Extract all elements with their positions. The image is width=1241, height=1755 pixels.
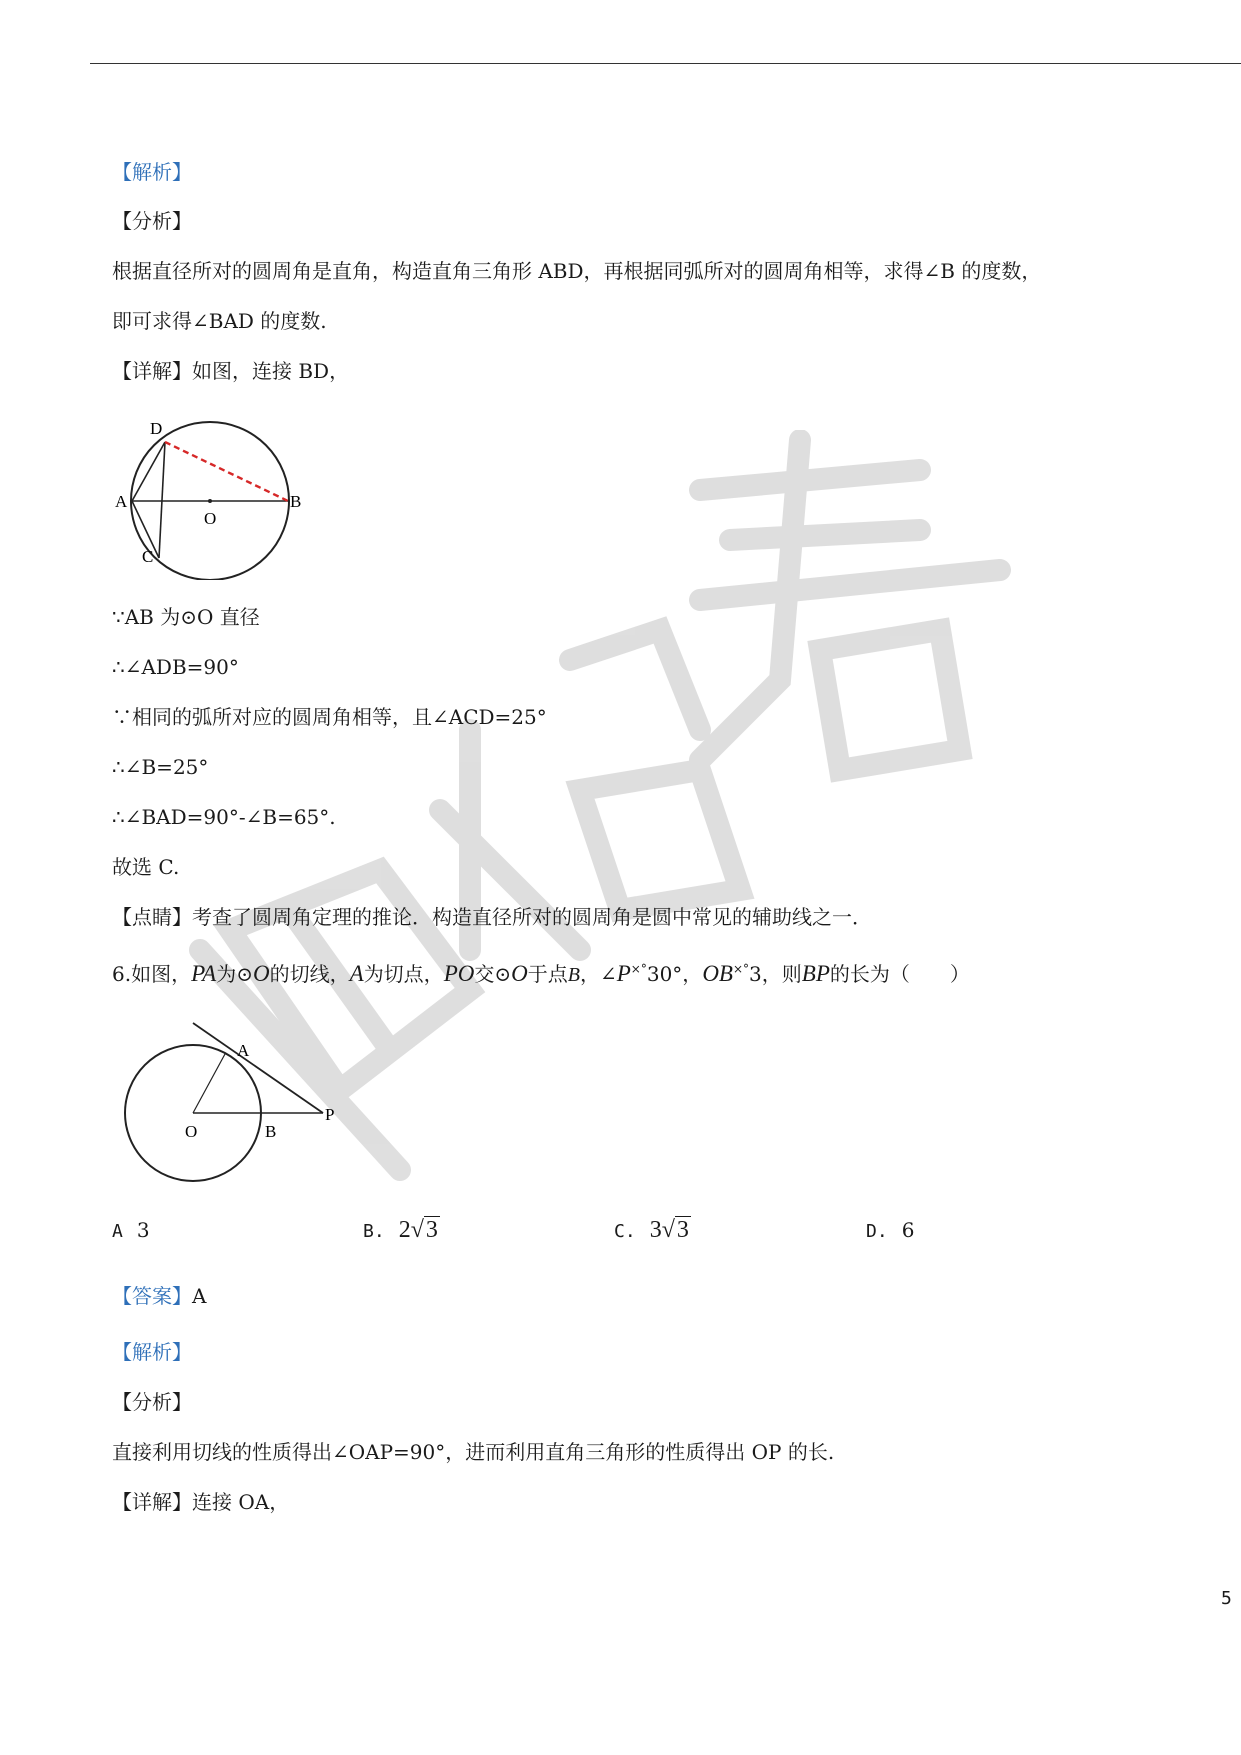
label-o: O [204, 509, 217, 528]
section-jiexi-2: 【解析】 [112, 1340, 192, 1364]
option-d: D. 6 [866, 1218, 915, 1242]
label-p: P [325, 1105, 335, 1124]
dianjing-line: 【点睛】考查了圆周角定理的推论．构造直径所对的圆周角是圆中常见的辅助线之一． [112, 905, 872, 929]
option-b: B. 2√3 [363, 1217, 438, 1243]
label-a: A [115, 492, 128, 511]
figure-tangent-circle [115, 1020, 355, 1205]
page-number: 5 [1221, 1588, 1232, 1609]
section-fenxi-1: 【分析】 [112, 209, 192, 233]
proof-line-2: ∴∠ADB=90° [112, 655, 239, 679]
label-b: B [290, 492, 302, 511]
detail-intro-2: 【详解】连接 OA， [112, 1490, 290, 1514]
proof-line-3: ∵相同的弧所对应的圆周角相等，且∠ACD=25° [112, 705, 547, 729]
analysis-text-2: 即可求得∠BAD 的度数. [112, 309, 327, 333]
label-o: O [185, 1122, 198, 1141]
option-a: A 3 [112, 1218, 150, 1242]
label-c: C [142, 547, 154, 566]
header-rule [90, 63, 1241, 64]
option-c: C. 3√3 [614, 1217, 689, 1243]
section-jiexi-1: 【解析】 [112, 160, 192, 184]
analysis-text-3: 直接利用切线的性质得出∠OAP=90°，进而利用直角三角形的性质得出 OP 的长. [112, 1440, 835, 1464]
analysis-text-1: 根据直径所对的圆周角是直角，构造直角三角形 ABD，再根据同弧所对的圆周角相等，求得∠B 的度数， [112, 259, 1042, 283]
label-b: B [265, 1122, 277, 1141]
proof-line-1: ∵AB 为⊙O 直径 [112, 605, 260, 629]
question-6: 6.如图，PA为⊙O的切线，A为切点，PO交⊙O于点B，∠P×°30°，OB×°3，则BP的长为（ ） [112, 961, 970, 986]
choice-line: 故选 C. [112, 855, 180, 879]
answer-line: 【答案】A [112, 1284, 207, 1308]
proof-line-4: ∴∠B=25° [112, 755, 209, 779]
detail-intro-1: 【详解】如图，连接 BD， [112, 359, 350, 383]
label-a: A [237, 1041, 250, 1060]
label-d: D [150, 419, 163, 438]
proof-line-5: ∴∠BAD=90°-∠B=65°. [112, 805, 336, 829]
figure-circle-abcd [110, 410, 310, 580]
section-fenxi-2: 【分析】 [112, 1390, 192, 1414]
